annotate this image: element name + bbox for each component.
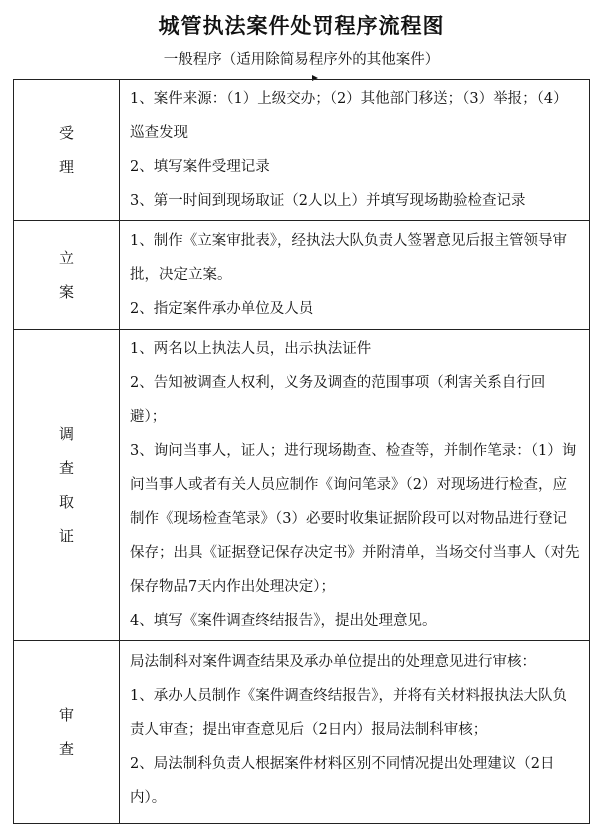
stage-row-investigate <box>14 330 590 641</box>
stage-steps-review <box>120 641 590 824</box>
stage-label-char: 审 <box>58 706 74 724</box>
step-item: 2、指定案件承办单位及人员 <box>130 301 314 317</box>
stage-label-char: 立 <box>58 249 74 267</box>
stage-label-char: 理 <box>58 158 74 176</box>
document-subtitle: 一般程序（适用除简易程序外的其他案件） <box>163 52 440 68</box>
stage-label-char: 调 <box>58 425 74 443</box>
step-item: 1、案件来源：（1）上级交办；（2）其他部门移送；（3）举报；（4）巡查发现 <box>130 91 568 141</box>
stage-label-char: 查 <box>58 459 74 477</box>
document-title: 城管执法案件处罚程序流程图 <box>158 13 445 38</box>
step-item: 2、告知被调查人权利，义务及调查的范围事项（利害关系自行回避）； <box>130 375 546 425</box>
stage-label-accept <box>14 80 120 221</box>
stage-label-char: 取 <box>58 493 74 511</box>
step-item: 局法制科对案件调查结果及承办单位提出的处理意见进行审核： <box>130 654 536 670</box>
stage-row-file <box>14 221 590 330</box>
stage-row-review <box>14 641 590 824</box>
step-item: 1、制作《立案审批表》，经执法大队负责人签署意见后报主管领导审批，决定立案。 <box>130 233 567 283</box>
step-item: 2、局法制科负责人根据案件材料区别不同情况提出处理建议（2日内）。 <box>130 756 555 806</box>
step-item: 1、两名以上执法人员，出示执法证件 <box>130 341 372 357</box>
stage-label-char: 查 <box>58 740 74 758</box>
stage-steps-file <box>120 221 590 330</box>
stage-label-char: 证 <box>58 527 74 545</box>
stage-label-char: 案 <box>58 283 74 301</box>
stage-steps-accept <box>120 80 590 221</box>
stage-row-accept <box>14 80 590 221</box>
step-item: 3、询问当事人，证人；进行现场勘查、检查等，并制作笔录：（1）询问当事人或者有关人员应制作《询问笔录》（2）对现场进行检查，应制作《现场检查笔录》（3）必要时收集证据阶段可以对物品进行登记保存；出具《证据登记保存决定书》并附清单，当场交付当事人（对先保存物品7天内作出处理决定）； <box>130 443 580 595</box>
step-item: 2、填写案件受理记录 <box>130 159 270 175</box>
stage-label-review <box>14 641 120 824</box>
stage-label-file <box>14 221 120 330</box>
stage-label-investigate <box>14 330 120 641</box>
procedure-table <box>13 79 590 824</box>
stage-steps-investigate <box>120 330 590 641</box>
stage-label-char: 受 <box>58 124 74 142</box>
step-item: 3、第一时间到现场取证（2人以上）并填写现场勘验检查记录 <box>130 193 526 209</box>
step-item: 1、承办人员制作《案件调查终结报告》，并将有关材料报执法大队负责人审查；提出审查意见后（2日内）报局法制科审核； <box>130 688 567 738</box>
step-item: 4、填写《案件调查终结报告》，提出处理意见。 <box>130 613 437 629</box>
